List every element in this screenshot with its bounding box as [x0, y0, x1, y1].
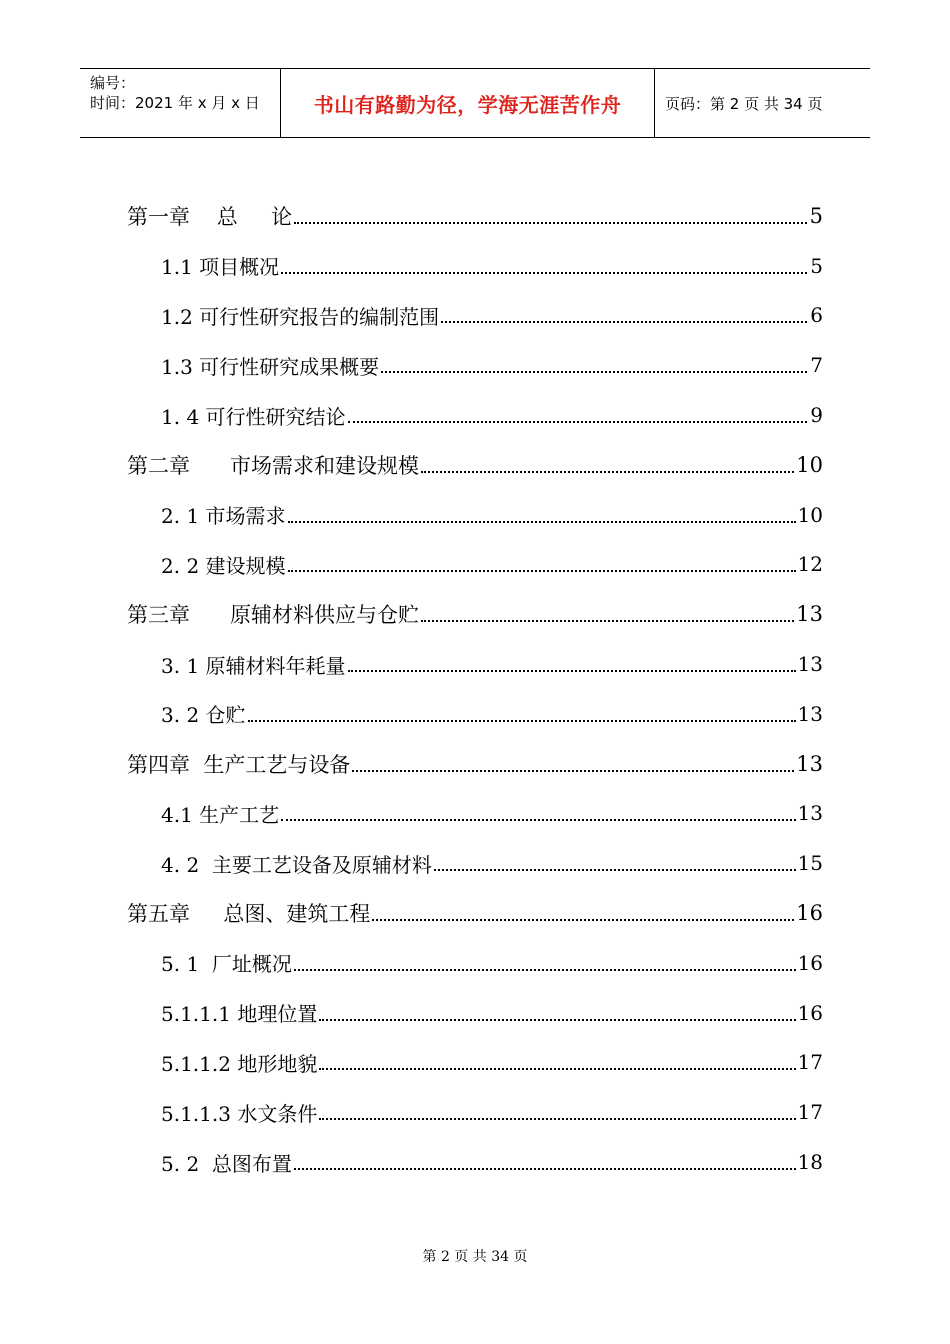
header-motto: 书山有路勤为径，学海无涯苦作舟	[313, 92, 622, 117]
toc-section-entry[interactable]	[127, 490, 823, 540]
toc-page-number: 17	[797, 1100, 823, 1125]
toc-entry-label: 第三章 原辅材料供应与仓贮	[127, 603, 420, 628]
toc-chapter-entry[interactable]	[127, 888, 823, 938]
toc-section-entry[interactable]	[127, 988, 823, 1038]
toc-entry-label: 5. 2 总图布置	[161, 1151, 292, 1176]
toc-leader-dots	[294, 222, 807, 224]
toc-section-entry[interactable]	[127, 838, 823, 888]
toc-leader-dots	[381, 371, 807, 373]
toc-leader-dots	[434, 869, 796, 871]
toc-section-entry[interactable]	[127, 1087, 823, 1137]
document-date: 时间：2021 年 x 月 x 日	[90, 94, 260, 112]
toc-entry-label: 2. 1 市场需求	[161, 504, 286, 529]
toc-entry-label: 5.1.1.2 地形地貌	[161, 1051, 318, 1076]
toc-entry-label: 第五章 总图、建筑工程	[127, 902, 371, 927]
toc-leader-dots	[281, 819, 795, 821]
toc-page-number: 13	[797, 801, 823, 826]
toc-section-entry[interactable]	[127, 1137, 823, 1187]
toc-page-number: 7	[810, 353, 823, 378]
toc-page-number: 10	[796, 452, 823, 477]
toc-page-number: 16	[796, 901, 823, 926]
toc-leader-dots	[441, 321, 807, 323]
toc-entry-label: 2. 2 建设规模	[161, 553, 286, 578]
document-header	[80, 68, 870, 138]
toc-entry-label: 5.1.1.3 水文条件	[161, 1101, 318, 1126]
toc-entry-label: 4. 2 主要工艺设备及原辅材料	[161, 852, 432, 877]
toc-entry-label: 1.2 可行性研究报告的编制范围	[161, 304, 440, 329]
toc-leader-dots	[352, 770, 794, 772]
toc-page-number: 13	[797, 701, 823, 726]
toc-entry-label: 5. 1 厂址概况	[161, 952, 292, 977]
toc-entry-label: 1. 4 可行性研究结论	[161, 404, 346, 429]
toc-entry-label: 1.3 可行性研究成果概要	[161, 354, 380, 379]
toc-page-number: 10	[797, 502, 823, 527]
toc-section-entry[interactable]	[127, 241, 823, 291]
toc-page-number: 9	[810, 403, 823, 428]
toc-page-number: 5	[810, 253, 823, 278]
toc-section-entry[interactable]	[127, 390, 823, 440]
toc-page-number: 16	[797, 1000, 823, 1025]
toc-entry-label: 第一章 总 论	[127, 204, 293, 229]
toc-page-number: 13	[797, 652, 823, 677]
header-motto-cell	[281, 69, 655, 137]
toc-page-number: 6	[810, 303, 823, 328]
toc-entry-label: 3. 1 原辅材料年耗量	[161, 653, 346, 678]
toc-page-number: 15	[797, 851, 823, 876]
toc-section-entry[interactable]	[127, 340, 823, 390]
toc-leader-dots	[294, 1168, 796, 1170]
table-of-contents	[127, 191, 823, 1187]
toc-section-entry[interactable]	[127, 540, 823, 590]
toc-leader-dots	[248, 720, 796, 722]
toc-page-number: 16	[797, 950, 823, 975]
toc-chapter-entry[interactable]	[127, 589, 823, 639]
toc-leader-dots	[348, 421, 807, 423]
toc-leader-dots	[421, 620, 794, 622]
toc-leader-dots	[421, 471, 794, 473]
toc-entry-label: 5.1.1.1 地理位置	[161, 1002, 318, 1027]
header-page-info: 页码：第 2 页 共 34 页	[665, 94, 823, 113]
toc-chapter-entry[interactable]	[127, 739, 823, 789]
toc-leader-dots	[294, 969, 796, 971]
toc-leader-dots	[348, 670, 796, 672]
toc-page-number: 18	[797, 1150, 823, 1175]
toc-section-entry[interactable]	[127, 938, 823, 988]
toc-leader-dots	[372, 919, 794, 921]
toc-section-entry[interactable]	[127, 1038, 823, 1088]
toc-section-entry[interactable]	[127, 639, 823, 689]
toc-page-number: 17	[797, 1050, 823, 1075]
page-footer: 第 2 页 共 34 页	[422, 1249, 528, 1265]
header-page-cell	[655, 69, 870, 137]
toc-page-number: 12	[797, 552, 823, 577]
toc-leader-dots	[319, 1068, 795, 1070]
toc-section-entry[interactable]	[127, 789, 823, 839]
toc-entry-label: 第四章 生产工艺与设备	[127, 752, 351, 777]
toc-leader-dots	[319, 1019, 795, 1021]
toc-leader-dots	[288, 521, 796, 523]
document-number-label: 编号：	[90, 74, 136, 92]
toc-page-number: 13	[796, 751, 823, 776]
toc-leader-dots	[288, 570, 796, 572]
toc-page-number: 5	[809, 203, 823, 228]
toc-section-entry[interactable]	[127, 291, 823, 341]
toc-entry-label: 3. 2 仓贮	[161, 703, 246, 728]
toc-entry-label: 4.1 生产工艺	[161, 802, 280, 827]
toc-chapter-entry[interactable]	[127, 191, 823, 241]
toc-entry-label: 第二章 市场需求和建设规模	[127, 453, 420, 478]
toc-page-number: 13	[796, 602, 823, 627]
toc-leader-dots	[319, 1118, 795, 1120]
toc-chapter-entry[interactable]	[127, 440, 823, 490]
toc-entry-label: 1.1 项目概况	[161, 255, 280, 280]
toc-leader-dots	[281, 272, 807, 274]
header-meta	[80, 69, 281, 137]
toc-section-entry[interactable]	[127, 689, 823, 739]
